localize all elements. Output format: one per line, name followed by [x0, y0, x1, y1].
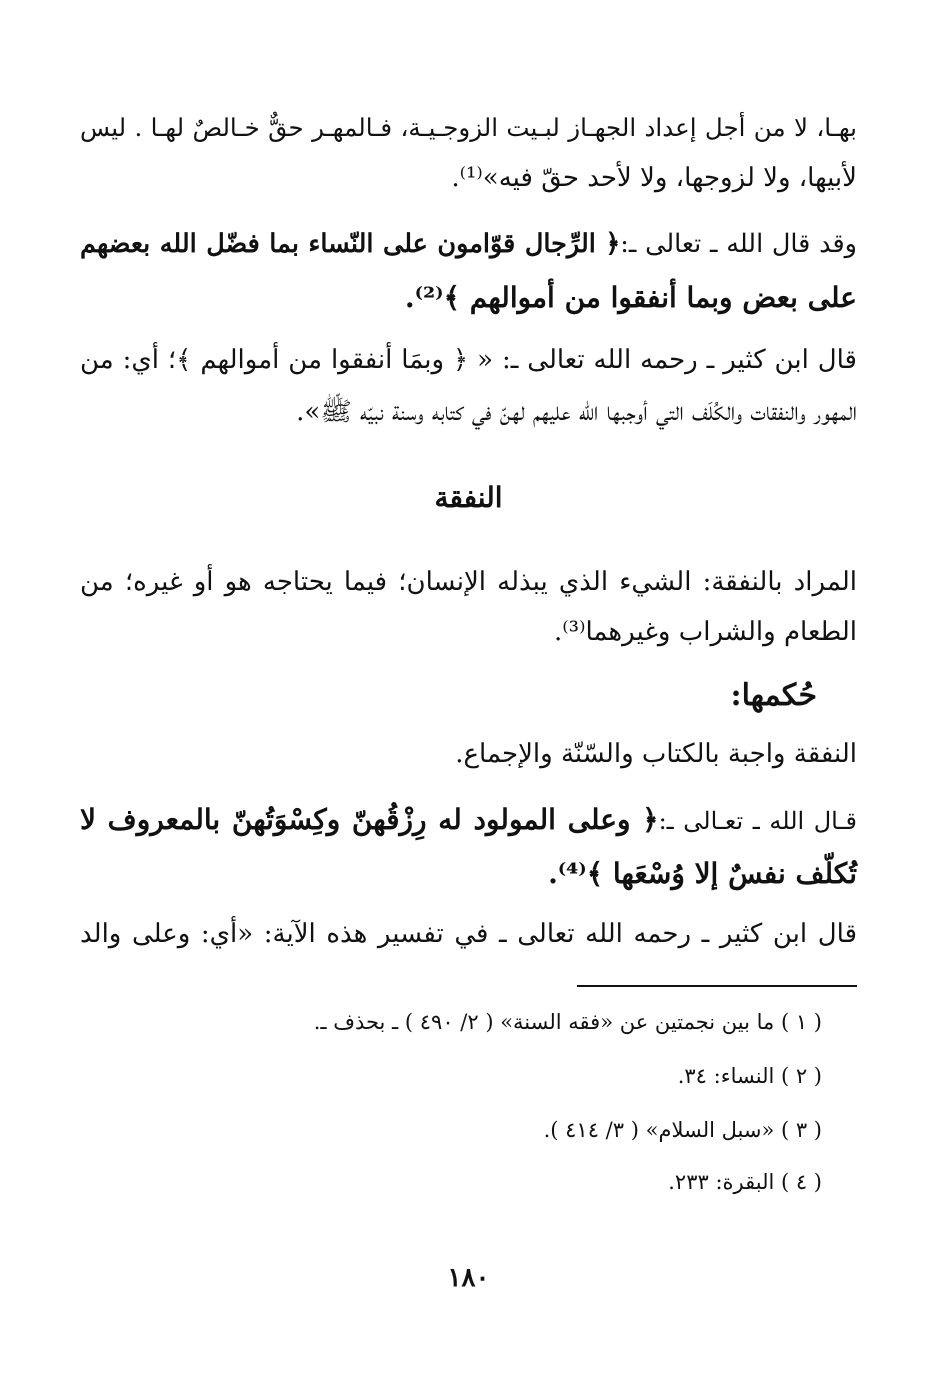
paragraph-2-intro: وقد قال الله ـ تعالى ـ:	[620, 229, 857, 259]
paragraph-6-intro: قـال الله ـ تعـالى ـ:	[658, 807, 858, 835]
paragraph-4-line-2: الطعام والشراب وغيرهما⁽³⁾.	[554, 617, 857, 647]
quran-verse-1-part-1: ﴿ الرِّجال قوّامون على النّساء بما فضّل الله بعضهم	[80, 229, 621, 259]
footnote-3: ( ٣ ) «سبل السلام» ( ٣/ ٤١٤ ).	[543, 1118, 822, 1142]
paragraph-3-line-1: قال ابن كثير ـ رحمه الله تعالى ـ: « ﴿ وبمَا أنفقوا من أموالهم ﴾؛ أي: من	[80, 345, 857, 375]
paragraph-7-line-1: قال ابن كثير ـ رحمه الله تعالى ـ في تفسير هذه الآية: «أي: وعلى والد	[80, 919, 857, 949]
section-heading: النفقة	[434, 481, 503, 514]
subsection-heading: حُكمها:	[730, 678, 817, 713]
page-number: ١٨٠	[447, 1263, 490, 1293]
paragraph-1-line-2: لأبيها، ولا لزوجها، ولا لأحد حقّ فيه»⁽¹⁾.	[451, 163, 857, 193]
quran-verse-1-part-2: على بعض وبما أنفقوا من أموالهم ﴾⁽²⁾.	[404, 281, 857, 314]
footnote-2: ( ٢ ) النساء: ٣٤.	[677, 1064, 822, 1088]
paragraph-2-line-1	[80, 224, 857, 264]
quran-verse-2-part-1: ﴿ وعلى المولود له رِزْقُهنّ وكِسْوَتُهنّ بالمعروف لا	[80, 803, 659, 836]
paragraph-1-line-1: بهـا، لا من أجل إعداد الجهـاز لبـيت الزوجـيـة، فـالمهـر حقٌّ خـالصٌ لهـا . ليس	[80, 113, 857, 142]
footnote-1: ( ١ ) ما بين نجمتين عن «فقه السنة» ( ٢/ ٤٩٠ ) ـ بحذف ـ.	[313, 1010, 822, 1034]
paragraph-5-line-1: النفقة واجبة بالكتاب والسّنّة والإجماع.	[455, 739, 857, 769]
paragraph-6-line-1	[80, 800, 857, 841]
paragraph-4-line-1: المراد بالنفقة: الشيء الذي يبذله الإنسان؛ فيما يحتاجه هو أو غيره؛ من	[80, 567, 857, 597]
footnote-separator	[577, 985, 857, 987]
paragraph-3-line-2: المهور والنفقات والكُلَف التي أوجبها الله عليهم لهنّ في كتابه وسنة نبيّه ﷺ».	[296, 397, 857, 427]
quran-verse-2-part-2: تُكلّف نفسٌ إلا وُسْعَها ﴾⁽⁴⁾.	[548, 857, 857, 890]
footnote-4: ( ٤ ) البقرة: ٢٣٣.	[668, 1170, 822, 1194]
